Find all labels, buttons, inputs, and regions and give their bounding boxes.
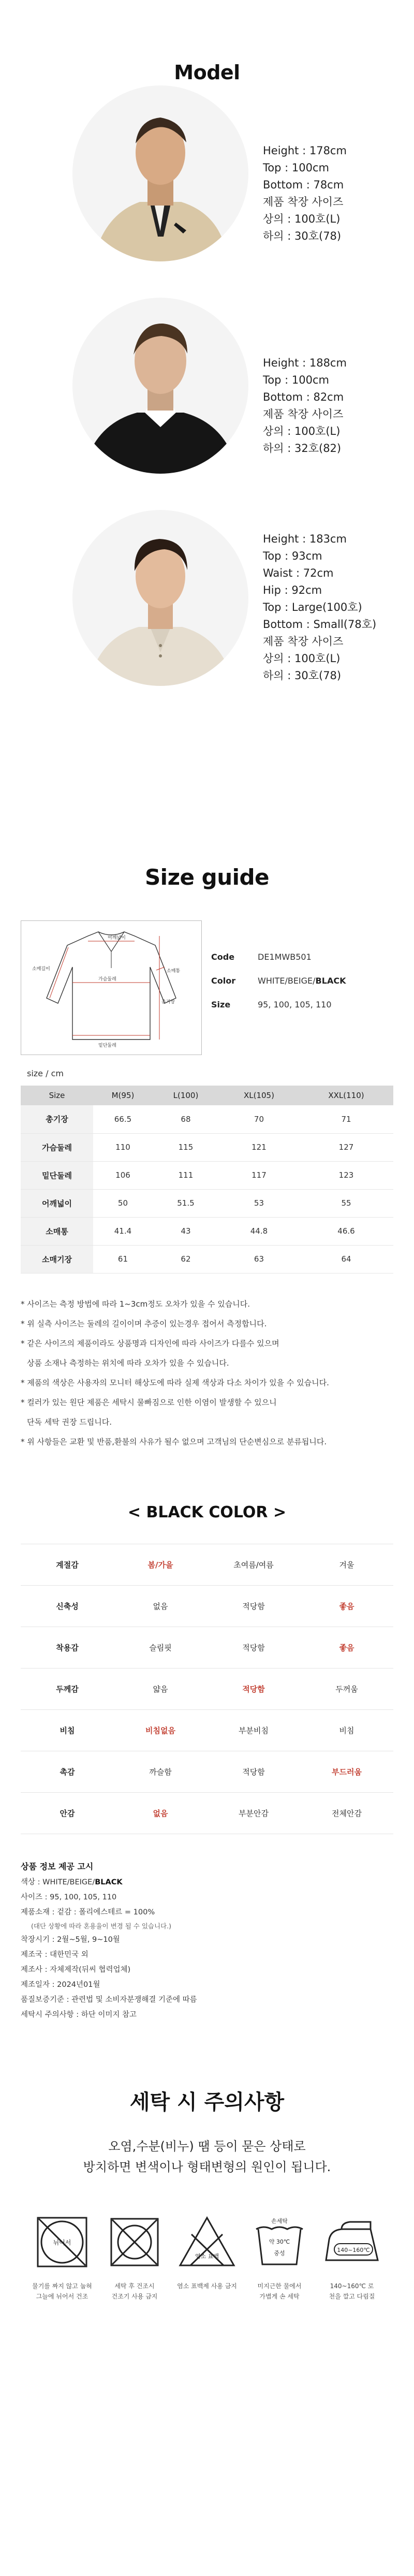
svg-text:손세탁: 손세탁 (271, 2217, 288, 2224)
model-info-line: Bottom : 82cm (263, 391, 344, 403)
model-info-line: 상의 : 100호(L) (263, 652, 341, 665)
size-notes (21, 1294, 414, 1452)
model-info-line: 하의 : 30호(78) (263, 230, 342, 242)
model-info-3 (263, 531, 376, 684)
care-item: 염소 표백 염소 표백제 사용 금지 (176, 2214, 238, 2291)
size-unit-label: size / cm (27, 1069, 64, 1078)
table-row: 착용감 슬림핏 적당함 좋음 (21, 1627, 393, 1668)
size-table (21, 1086, 393, 1274)
table-row: 가슴둘레 110 115 121 127 (21, 1133, 393, 1161)
spec-code: Code DE1MWB501 (211, 952, 312, 962)
product-info-line: 제조일자 : 2024년01월 (21, 1980, 100, 1989)
note-line: 상품 소재나 측정하는 위치에 따라 오차가 있을 수 있습니다. (27, 1358, 229, 1368)
iron-icon (321, 2214, 383, 2271)
table-row: 신축성 없음 적당함 좋음 (21, 1585, 393, 1627)
model-portrait-1 (72, 85, 248, 261)
model-info-line: Height : 178cm (263, 144, 347, 157)
care-item: 140~160℃ 140~160℃ 로 천을 깔고 다림질 (321, 2214, 383, 2302)
note-line: * 위 사항들은 교환 및 반품,환불의 사유가 될수 없으며 고객님의 단순변심으로 분류됩니다. (21, 1437, 327, 1446)
table-row: 소매통 41.4 43 44.8 46.6 (21, 1217, 393, 1245)
model-info-1 (263, 142, 347, 245)
no-tumble-dry-icon (34, 2214, 91, 2271)
model-portrait-2 (72, 298, 248, 474)
sketch-label-hem: 밑단둘레 (98, 1043, 116, 1048)
model-info-line: Top : Large(100호) (263, 601, 362, 613)
table-row: 총기장 66.5 68 70 71 (21, 1105, 393, 1133)
hand-wash-icon (251, 2214, 308, 2271)
model-info-line: Hip : 92cm (263, 584, 322, 596)
product-info-line: 착장시기 : 2월~5월, 9~10월 (21, 1935, 120, 1944)
model-info-line: 상의 : 100호(L) (263, 213, 341, 225)
spec-color: Color WHITE/BEIGE/BLACK (211, 976, 346, 986)
note-line: * 컬러가 있는 원단 제품은 세탁시 물빠짐으로 인한 이염이 발생할 수 있으니 (21, 1397, 277, 1407)
no-wring-icon (106, 2214, 163, 2271)
note-line: * 사이즈는 측정 방법에 따라 1~3cm정도 오차가 있을 수 있습니다. (21, 1299, 250, 1309)
table-row: 소매기장 61 62 63 64 (21, 1245, 393, 1273)
model-info-2 (263, 355, 347, 457)
product-info-line: 제품소재 : 겉감 : 폴리에스테르 = 100% (21, 1908, 155, 1916)
garment-size-sketch (21, 920, 202, 1055)
care-item: 세탁 후 건조시 건조기 사용 금지 (103, 2214, 166, 2302)
product-info-notice (21, 1859, 414, 2023)
product-info-line: 사이즈 : 95, 100, 105, 110 (21, 1893, 117, 1901)
table-row: 계절감 봄/가을 초여름/여름 겨울 (21, 1544, 393, 1585)
model-info-line: Bottom : 78cm (263, 179, 344, 191)
model-info-line: Height : 183cm (263, 533, 347, 545)
product-info-line: 제조사 : 자체제작(뒤씨 협력업체) (21, 1965, 131, 1974)
table-row: 밑단둘레 106 111 117 123 (21, 1161, 393, 1189)
product-info-line: 제조국 : 대한민국 외 (21, 1950, 88, 1959)
svg-text:염소 표백: 염소 표백 (195, 2252, 219, 2260)
fabric-attribute-table (21, 1544, 393, 1834)
washing-title: 세탁 시 주의사항 (129, 2090, 285, 2114)
model-row-2 (0, 298, 414, 510)
sketch-label-sleeve-length: 소매길이 (32, 967, 50, 972)
model-info-line: Bottom : Small(78호) (263, 618, 377, 631)
note-line: * 같은 사이즈의 제품이라도 상품명과 디자인에 따라 사이즈가 다를수 있으며 (21, 1338, 279, 1348)
table-row: 촉감 까슬함 적당함 부드러움 (21, 1751, 393, 1792)
table-row: 두께감 얇음 적당함 두꺼움 (21, 1668, 393, 1709)
care-item: 뉘어서 물기를 짜지 않고 눕혀 그늘에 뉘어서 건조 (31, 2214, 93, 2302)
product-info-line: 품질보증기준 : 관련법 및 소비자분쟁해결 기준에 따름 (21, 1995, 197, 2004)
svg-text:중성: 중성 (274, 2249, 285, 2257)
model-info-line: 하의 : 30호(78) (263, 669, 342, 682)
table-row: 어깨넓이 50 51.5 53 55 (21, 1189, 393, 1217)
product-info-color: 색상 : WHITE/BEIGE/BLACK (21, 1878, 123, 1886)
size-guide-title: Size guide (144, 865, 270, 890)
model-info-line: Waist : 72cm (263, 567, 334, 579)
product-info-small-note: (대단 상황에 따라 혼용율이 변경 될 수 있습니다.) (31, 1922, 171, 1930)
product-info-title: 상품 정보 제공 고시 (21, 1861, 94, 1871)
model-info-line: 제품 착장 사이즈 (263, 196, 344, 208)
model-row-1 (0, 85, 414, 298)
model-photo-2 (72, 298, 248, 474)
model-info-line: Top : 100cm (263, 162, 329, 174)
product-info-line: 세탁시 주의사항 : 하단 이미지 참고 (21, 2010, 137, 2019)
table-row: 안감 없음 부분안감 전체안감 (21, 1792, 393, 1834)
size-table-header: Size M(95) L(100) XL(105) XXL(110) (21, 1086, 393, 1105)
model-row-3 (0, 510, 414, 727)
model-info-line: 제품 착장 사이즈 (263, 408, 344, 420)
note-line: * 위 실측 사이즈는 둘레의 길이이며 추증이 있는경우 접어서 측정합니다. (21, 1319, 267, 1328)
model-portrait-3 (72, 510, 248, 686)
spec-size: Size 95, 100, 105, 110 (211, 1000, 332, 1009)
svg-text:약 30℃: 약 30℃ (269, 2238, 290, 2245)
model-info-line: 상의 : 100호(L) (263, 425, 341, 437)
care-icons-row (0, 2214, 414, 2359)
table-row: 비침 비침없음 부분비침 비침 (21, 1709, 393, 1751)
sketch-label-chest: 가슴둘레 (98, 977, 116, 982)
polo-diagram-icon (21, 920, 202, 1055)
product-spec-list (211, 945, 346, 1017)
svg-text:140~160℃: 140~160℃ (337, 2246, 370, 2253)
model-photo-3 (72, 510, 248, 686)
model-info-line: Top : 100cm (263, 374, 329, 386)
model-info-line: 하의 : 32호(82) (263, 442, 342, 455)
note-line: 단독 세탁 권장 드립니다. (27, 1417, 112, 1427)
no-bleach-icon (176, 2214, 238, 2271)
washing-subtitle: 오염,수분(비누) 땜 등이 묻은 상태로 방치하면 변색이나 형태변형의 원인이 됩니다. (83, 2139, 331, 2174)
note-line: * 제품의 색상은 사용자의 모니터 해상도에 따라 실제 색상과 다소 차이가 있을 수 있습니다. (21, 1378, 329, 1387)
sketch-label-total-length: 총기장 (161, 1000, 175, 1005)
black-color-title: < BLACK COLOR > (127, 1503, 287, 1521)
sketch-label-sleeve-width: 소매통 (167, 969, 181, 974)
sketch-label-shoulder: 어깨넓이 (108, 935, 126, 941)
model-info-line: Top : 93cm (263, 550, 322, 562)
care-item: 손세탁 약 30℃ 중성 미지근한 물에서 가볍게 손 세탁 (248, 2214, 310, 2302)
svg-text:뉘어서: 뉘어서 (53, 2238, 71, 2246)
model-photo-1 (72, 85, 248, 261)
size-spec-area (0, 911, 414, 1066)
model-info-line: 제품 착장 사이즈 (263, 635, 344, 648)
model-info-line: Height : 188cm (263, 357, 347, 369)
model-section-title: Model (174, 61, 240, 84)
